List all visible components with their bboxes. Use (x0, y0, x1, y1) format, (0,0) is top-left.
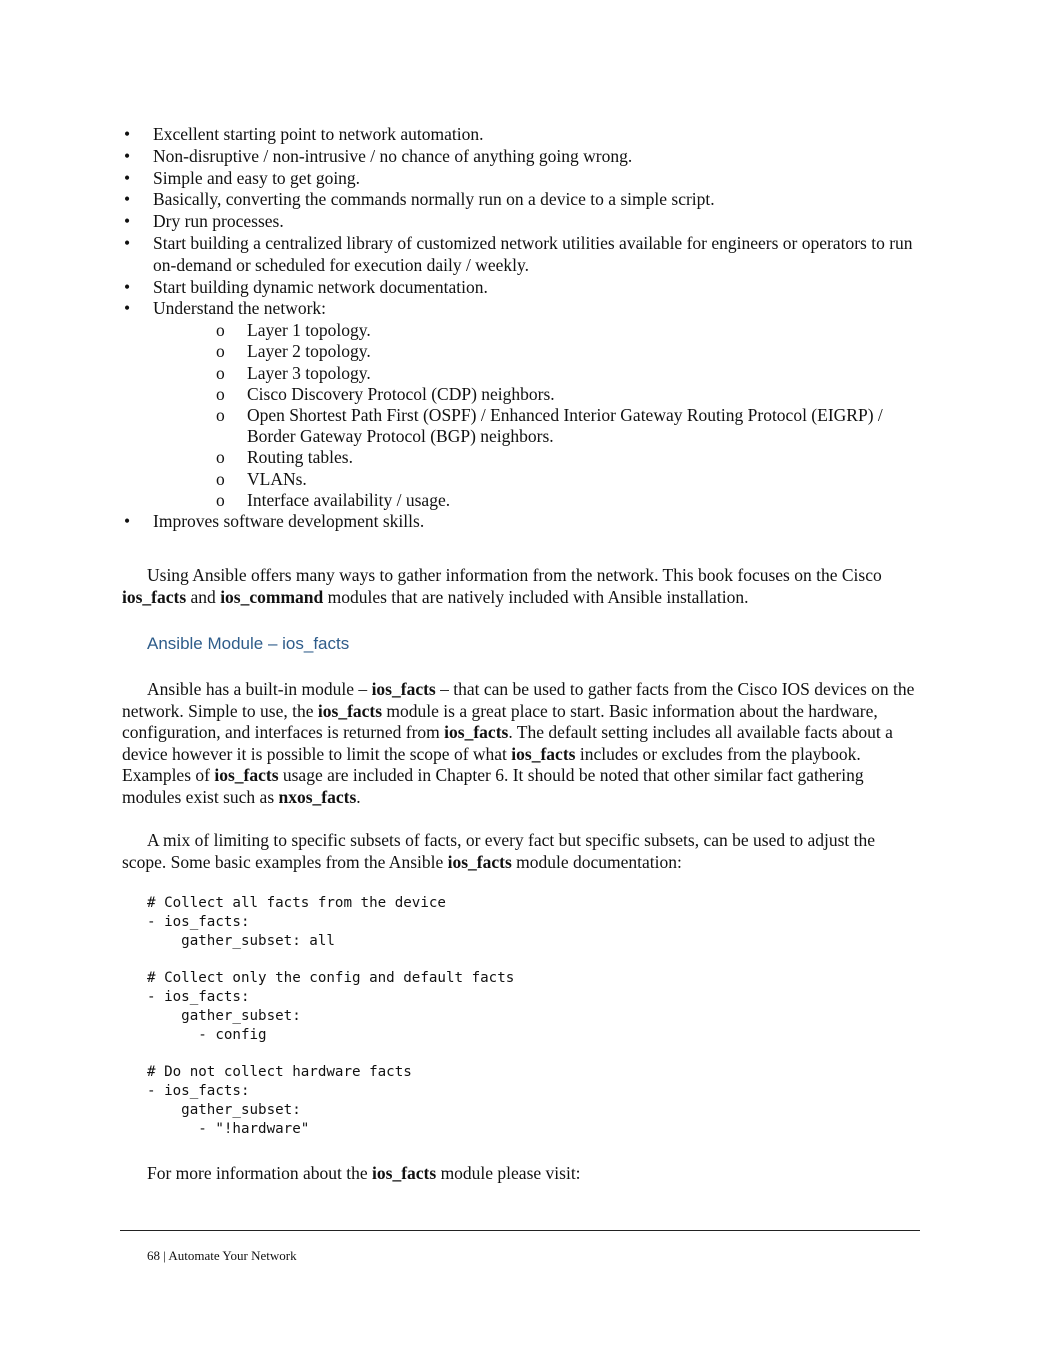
subset-paragraph: A mix of limiting to specific subsets of facts, or every fact but specific subsets, can be used to adjust the scope. Some basic examples from the Ansible ios_facts module documentation: (122, 830, 876, 872)
bullet-icon: • (124, 276, 131, 297)
code-line: - ios_facts: (147, 913, 250, 930)
bullet-icon: • (124, 232, 131, 253)
list-item: • Non-disruptive / non-intrusive / no chance of anything going wrong. (124, 145, 633, 166)
code-line: - config (147, 1026, 267, 1043)
bullet-icon: • (124, 211, 131, 232)
list-item: • Start building a centralized library of customized network utilities available for engineers or operators to run on-demand or scheduled for execution daily / weekly. (124, 232, 913, 275)
page-footer: 68 | Automate Your Network (147, 1248, 297, 1263)
intro-paragraph: Using Ansible offers many ways to gather information from the network. This book focuses on the Cisco ios_facts and ios_command modules that are natively included with Ansible installation. (122, 565, 882, 607)
code-line: - ios_facts: (147, 1082, 250, 1099)
code-line (147, 1044, 514, 1063)
sub-list-item: o Layer 1 topology. (216, 320, 371, 341)
list-item: • Start building dynamic network documentation. (124, 276, 488, 297)
sub-list-item: o Interface availability / usage. (216, 489, 451, 510)
list-item: • Dry run processes. (124, 211, 284, 232)
bullet-icon: • (124, 298, 131, 319)
circle-bullet-icon: o (216, 489, 225, 510)
sub-list-item: o Layer 2 topology. (216, 341, 371, 362)
circle-bullet-icon: o (216, 383, 225, 404)
section-heading: Ansible Module – ios_facts (147, 634, 350, 653)
sub-list-item: o Cisco Discovery Protocol (CDP) neighbors. (216, 383, 555, 404)
ios-facts-paragraph: Ansible has a built-in module – ios_facts – that can be used to gather facts from the Cisco IOS devices on the network. Simple to use, the ios_facts module is a great place to start. Basic information about the hardware, configuration, and interfaces is returned from ios_facts. The default setting includes all available facts about a device however it is possible to limit the scope of what ios_facts includes or excludes from the playbook. Examples of ios_facts usage are included in Chapter 6. It should be noted that other similar fact gathering modules exist such as nxos_facts. (122, 679, 915, 807)
code-line: # Do not collect hardware facts (147, 1064, 412, 1081)
code-example (147, 894, 514, 1138)
circle-bullet-icon: o (216, 341, 225, 362)
footer-divider (120, 1230, 920, 1231)
code-line: gather_subset: (147, 1007, 301, 1024)
code-line: - "!hardware" (147, 1120, 310, 1137)
list-item: • Simple and easy to get going. (124, 167, 361, 188)
bullet-icon: • (124, 124, 131, 144)
benefits-list (120, 124, 920, 533)
code-line: # Collect all facts from the device (147, 895, 446, 911)
sub-list-item: o Layer 3 topology. (216, 362, 371, 383)
more-info-paragraph: For more information about the ios_facts module please visit: (147, 1163, 581, 1183)
circle-bullet-icon: o (216, 447, 225, 468)
list-item: • Excellent starting point to network automation. (124, 124, 484, 144)
code-line: gather_subset: all (147, 932, 335, 949)
code-line (147, 950, 514, 969)
list-item: • Basically, converting the commands normally run on a device to a simple script. (124, 189, 715, 210)
circle-bullet-icon: o (216, 362, 225, 383)
code-line: # Collect only the config and default facts (147, 970, 515, 987)
code-line: - ios_facts: (147, 988, 250, 1005)
network-understanding-sublist (153, 320, 920, 511)
circle-bullet-icon: o (216, 404, 225, 425)
bullet-icon: • (124, 189, 131, 210)
circle-bullet-icon: o (216, 468, 225, 489)
bullet-icon: • (124, 511, 131, 531)
bullet-icon: • (124, 145, 131, 166)
list-item: • Improves software development skills. (124, 511, 425, 531)
list-item: • Understand the network: o Layer 1 topology. o Layer 2 topology. o Layer 3 topology. o Cisco Discovery Protocol (CDP) neighbors. o Open Shortest Path First (OSPF) / Enhanced Interior Gateway Routing Protocol (EIGRP) / Border Gateway Protocol (BGP) neighbors. o Routing tables. o VLANs. o Interface availability / usage. (120, 298, 920, 511)
sub-list-item: o VLANs. (216, 468, 307, 489)
circle-bullet-icon: o (216, 320, 225, 341)
sub-list-item: o Routing tables. (216, 447, 353, 468)
sub-list-item: o Open Shortest Path First (OSPF) / Enhanced Interior Gateway Routing Protocol (EIGRP) / Border Gateway Protocol (BGP) neighbors. (216, 404, 883, 447)
bullet-icon: • (124, 167, 131, 188)
code-line: gather_subset: (147, 1101, 301, 1118)
